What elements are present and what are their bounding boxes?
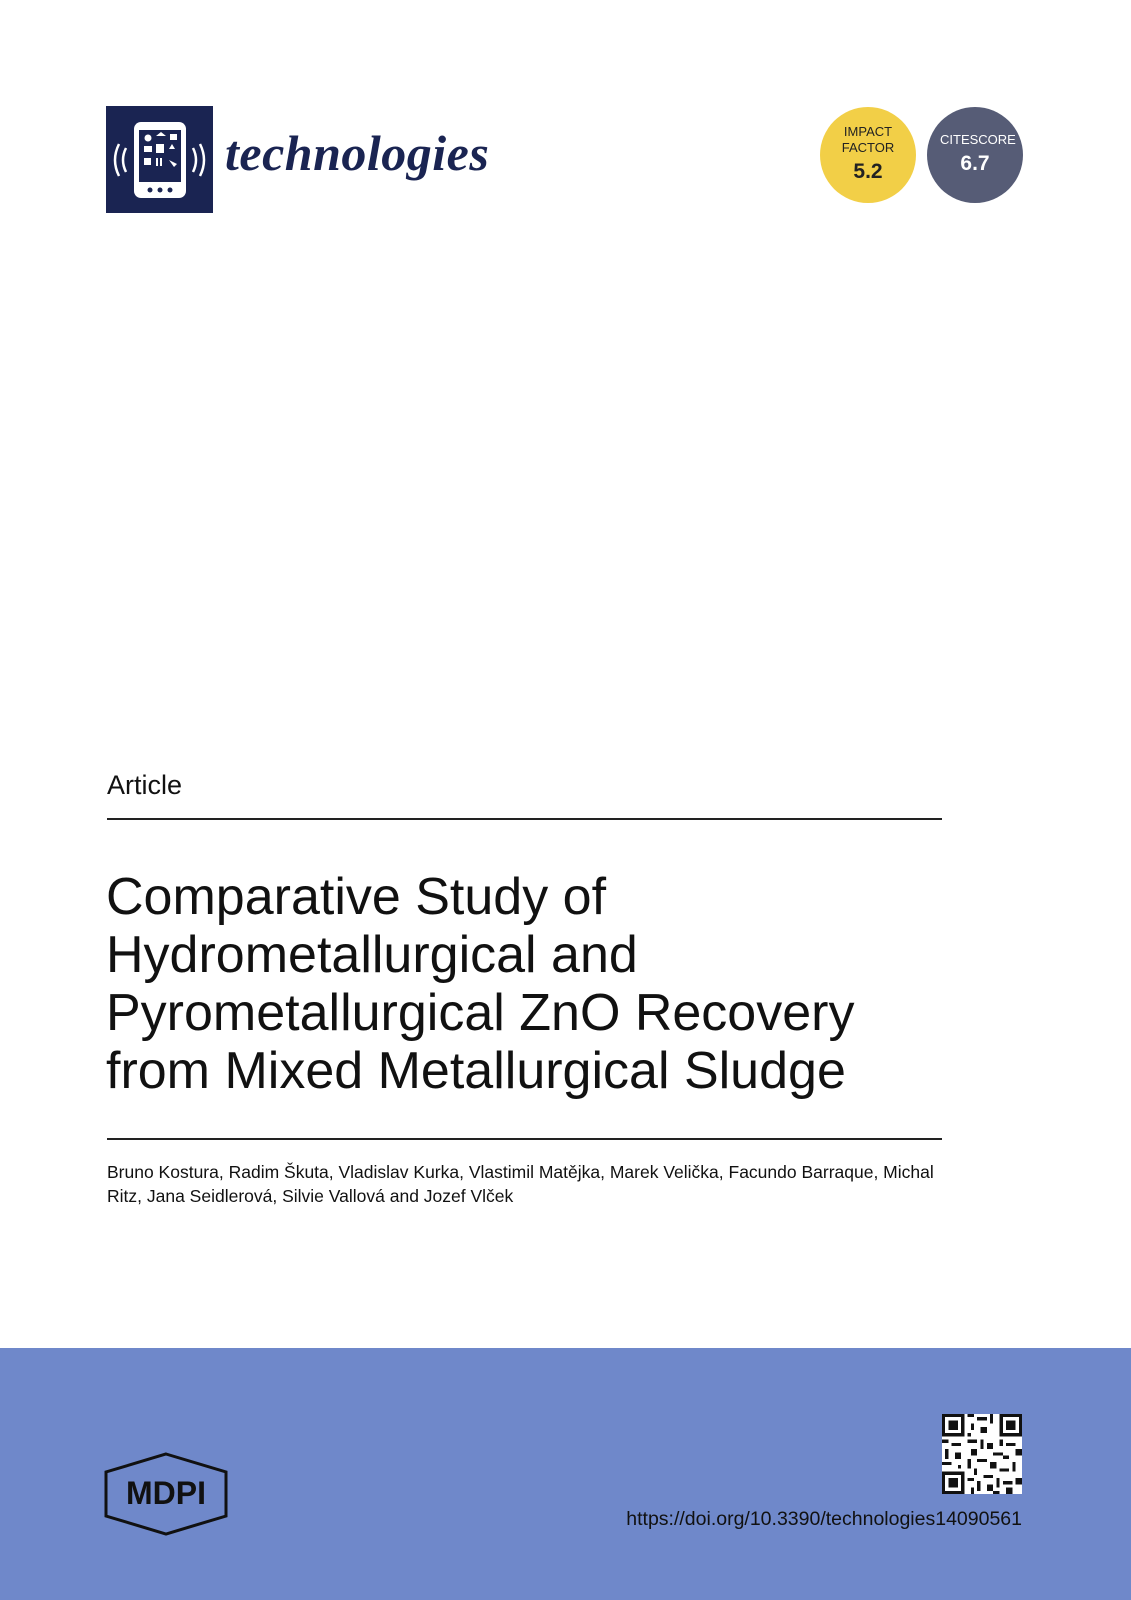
impact-factor-label: IMPACT FACTOR [841,124,895,155]
journal-name: technologies [225,125,490,181]
impact-factor-badge [820,107,916,203]
citescore-badge [927,107,1023,203]
citescore-label: CITESCORE [940,132,1016,147]
citescore-value: 6.7 [960,152,990,175]
article-type: Article [107,770,183,800]
impact-factor-value: 5.2 [853,160,883,183]
journal-logo-icon [106,106,213,213]
footer-band [0,1348,1131,1600]
article-title: Comparative Study of Hydrometallurgical and Pyrometallurgical ZnO Recovery from Mixed Metallurgical Sludge [106,867,855,1100]
author-list: Bruno Kostura, Radim Škuta, Vladislav Kurka, Vlastimil Matějka, Marek Velička, Facundo Barraque, Michal Ritz, Jana Seidlerová, Silvie Vallová and Jozef Vlček [107,1162,934,1206]
qr-code-icon [942,1414,1022,1494]
doi-link[interactable]: https://doi.org/10.3390/technologies14090561 [626,1508,1022,1530]
mdpi-logo-text: MDPI [126,1475,206,1511]
title-divider-bottom [107,1138,942,1140]
title-divider-top [107,818,942,820]
mdpi-logo[interactable] [104,1452,228,1536]
